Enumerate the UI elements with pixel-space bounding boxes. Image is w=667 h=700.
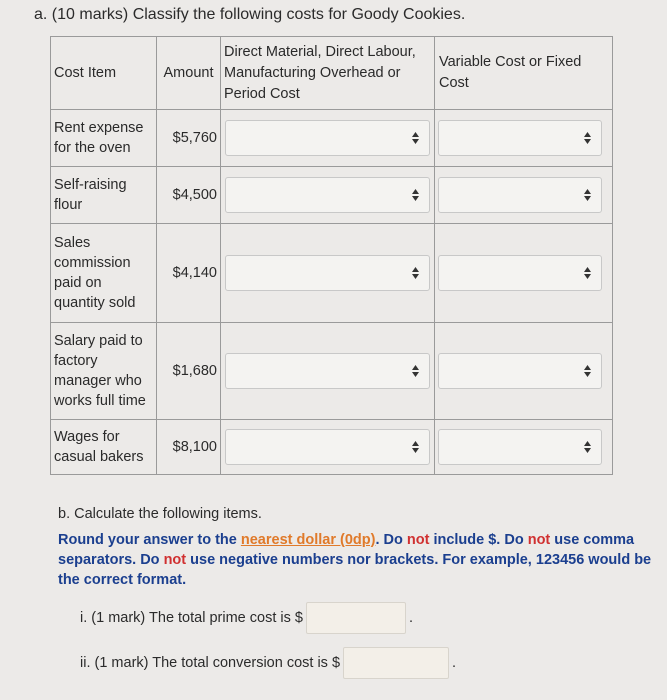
instr-text: . Do [375, 532, 407, 548]
instr-example: 123456 [535, 552, 585, 568]
cost-item-label: Wages for casual bakers [51, 420, 157, 475]
table-header-row [51, 37, 613, 110]
cost-item-label: Salary paid to factory manager who works full time [51, 323, 157, 420]
part-b-title: b. Calculate the following items. [58, 506, 262, 522]
part-b-section [58, 506, 663, 590]
header-amount: Amount [157, 37, 221, 110]
instr-not: not [527, 532, 551, 548]
cost-amount: $4,500 [157, 167, 221, 224]
prime-cost-label: i. (1 mark) The total prime cost is $ [80, 610, 303, 626]
header-cost-item: Cost Item [51, 37, 157, 110]
updown-arrows-icon [412, 132, 419, 144]
updown-arrows-icon [412, 267, 419, 279]
cost-item-label: Rent expense for the oven [51, 110, 157, 167]
cost-item-label: Sales commission paid on quantity sold [51, 224, 157, 323]
behavior-cell [435, 323, 613, 420]
cost-classification-table [50, 36, 613, 475]
instr-text: use comma separators. Do [58, 532, 635, 568]
classification-cell [221, 224, 435, 323]
rounding-instructions [58, 530, 663, 590]
instr-text: would be the correct format. [58, 552, 652, 588]
conversion-cost-label: ii. (1 mark) The total conversion cost is $ [80, 655, 341, 671]
table-row [51, 110, 613, 167]
conversion-cost-question [80, 647, 456, 679]
behavior-cell [435, 110, 613, 167]
behavior-select[interactable] [438, 255, 602, 291]
cost-amount: $5,760 [157, 110, 221, 167]
updown-arrows-icon [584, 189, 591, 201]
prime-cost-question [80, 602, 413, 634]
table-row [51, 224, 613, 323]
updown-arrows-icon [584, 441, 591, 453]
updown-arrows-icon [412, 189, 419, 201]
classification-select[interactable] [225, 429, 430, 465]
instr-not: not [163, 552, 187, 568]
classification-select[interactable] [225, 177, 430, 213]
classification-cell [221, 420, 435, 475]
behavior-select[interactable] [438, 429, 602, 465]
period-mark: . [452, 655, 457, 671]
classification-cell [221, 167, 435, 224]
cost-amount: $4,140 [157, 224, 221, 323]
cost-item-label: Self-raising flour [51, 167, 157, 224]
behavior-select[interactable] [438, 177, 602, 213]
part-a-heading: a. (10 marks) Classify the following costs for Goody Cookies. [34, 6, 466, 23]
instr-text: Round your answer to the [58, 532, 241, 548]
behavior-select[interactable] [438, 353, 602, 389]
period-mark: . [408, 610, 413, 626]
table-row [51, 420, 613, 475]
dollar-link[interactable]: dollar (0dp) [296, 532, 376, 548]
conversion-cost-input[interactable] [343, 647, 449, 679]
header-behavior: Variable Cost or Fixed Cost [435, 37, 613, 110]
updown-arrows-icon [584, 267, 591, 279]
header-classification: Direct Material, Direct Labour, Manufacturing Overhead or Period Cost [221, 37, 435, 110]
instr-nearest: nearest [240, 532, 297, 548]
table-row [51, 323, 613, 420]
classification-select[interactable] [225, 353, 430, 389]
instr-text: use negative numbers nor brackets. For example, [186, 552, 536, 568]
classification-cell [221, 323, 435, 420]
behavior-cell [435, 224, 613, 323]
classification-select[interactable] [225, 255, 430, 291]
cost-amount: $8,100 [157, 420, 221, 475]
updown-arrows-icon [584, 365, 591, 377]
classification-select[interactable] [225, 120, 430, 156]
behavior-cell [435, 420, 613, 475]
behavior-cell [435, 167, 613, 224]
updown-arrows-icon [412, 365, 419, 377]
updown-arrows-icon [584, 132, 591, 144]
prime-cost-input[interactable] [306, 602, 406, 634]
instr-not: not [406, 532, 430, 548]
table-row [51, 167, 613, 224]
behavior-select[interactable] [438, 120, 602, 156]
classification-cell [221, 110, 435, 167]
updown-arrows-icon [412, 441, 419, 453]
instr-text: include $. Do [429, 532, 528, 548]
cost-amount: $1,680 [157, 323, 221, 420]
